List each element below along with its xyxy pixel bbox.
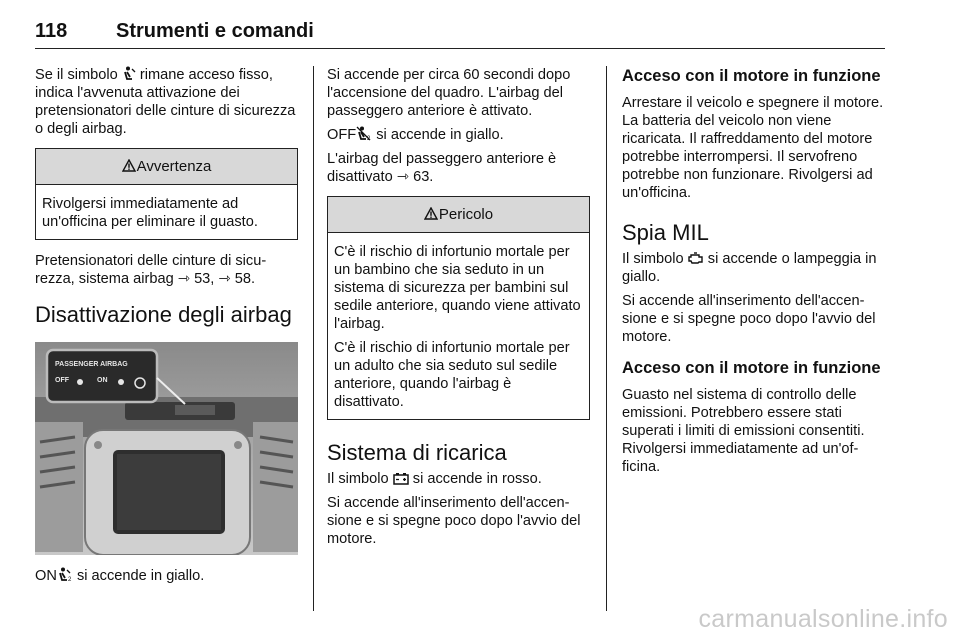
symbol-paragraph: Il simbolo si accende o lampeggia in giallo.: [622, 251, 877, 285]
warning-triangle-icon: [424, 207, 438, 220]
svg-text:2: 2: [367, 136, 371, 141]
danger-text: C'è il rischio di infortunio mortale per un adulto che sia seduto sul sedile anteriore, quando l'airbag è disattivato.: [334, 340, 570, 410]
paragraph: L'airbag del passeggero anteriore è disattivato ⇾ 63.: [327, 151, 557, 185]
danger-box-header: [328, 197, 589, 233]
figure-label-title: PASSENGER AIRBAG: [55, 361, 128, 368]
column-left: [35, 66, 298, 591]
airbag-off-icon: [356, 126, 372, 141]
page-header: [35, 14, 885, 49]
column-divider: [313, 66, 314, 611]
svg-text:2: 2: [67, 577, 72, 582]
subheading: Acceso con il motore in funzione: [622, 67, 881, 85]
subheading: Acceso con il motore in funzione: [622, 359, 881, 377]
danger-text: C'è il rischio di infortunio mortale per un bambino che sia seduto in un sistema di sicurezza per bambini sul sedile anteriore, quando viene attivato l'airbag.: [334, 244, 581, 332]
engine-icon: [688, 251, 704, 265]
symbol-paragraph: Il simbolo si accende in rosso.: [327, 471, 542, 487]
page-number: 118: [35, 20, 68, 42]
page-reference-icon: ⇾: [177, 271, 190, 287]
battery-icon: [393, 472, 409, 485]
column-right: [622, 66, 887, 482]
page-reference-icon: ⇾: [396, 169, 410, 185]
paragraph: Arrestare il veicolo e spegnere il motore. La batteria del veicolo non viene ricaricata. Il raffreddamento del motore potrebbe interrompersi. Il servofreno potrebbe non funzionare. Rivolgersi ad un'officina.: [622, 95, 884, 201]
running-title: Strumenti e comandi: [116, 20, 314, 42]
column-divider: [606, 66, 607, 611]
warning-box: [35, 148, 298, 240]
reference-paragraph: Pretensionatori delle cinture di sicurezza, sistema airbag ⇾ 53, ⇾ 58.: [35, 253, 267, 287]
figure-label-off: OFF: [55, 377, 69, 384]
off-paragraph: OFF 2 si accende in giallo.: [327, 127, 504, 143]
page-reference-icon: ⇾: [218, 271, 231, 287]
section-heading: Disattivazione degli airbag: [35, 302, 292, 327]
paragraph: Si accende all'inserimento dell'accensione e si spegne poco dopo l'avvio del motore.: [327, 495, 581, 547]
airbag-on-icon: [57, 567, 73, 582]
airbag-seat-icon: [122, 66, 136, 81]
warning-box-header: [36, 149, 297, 185]
column-middle: [327, 66, 590, 554]
intro-paragraph: Se il simbolo rimane acceso fisso, indica l'avvenuta attivazione dei pretensionatori delle cinture di sicurezza o degli airbag.: [35, 67, 296, 137]
paragraph: Si accende all'inserimento dell'accensione e si spegne poco dopo l'avvio del motore.: [622, 293, 876, 345]
warning-text: Rivolgersi immediatamente ad un'officina per eliminare il guasto.: [42, 196, 258, 230]
danger-title: Pericolo: [438, 206, 494, 223]
paragraph: Guasto nel sistema di controllo delle emissioni. Potrebbero essere stati superati i limiti di emissioni consentiti. Rivolgersi immediatamente ad un'officina.: [622, 387, 865, 475]
section-heading: Spia MIL: [622, 220, 709, 245]
section-heading: Sistema di ricarica: [327, 440, 507, 465]
danger-box: [327, 196, 590, 420]
figure-label-on: ON: [97, 377, 108, 384]
paragraph: Si accende per circa 60 secondi dopo l'accensione del quadro. L'airbag del passeggero anteriore è attivato.: [327, 67, 571, 119]
warning-title: Avvertenza: [136, 158, 212, 175]
warning-triangle-icon: [122, 159, 136, 172]
on-paragraph: ON 2 si accende in giallo.: [35, 568, 205, 584]
watermark: carmanualsonline.info: [698, 605, 948, 633]
dashboard-photo: [35, 342, 298, 555]
